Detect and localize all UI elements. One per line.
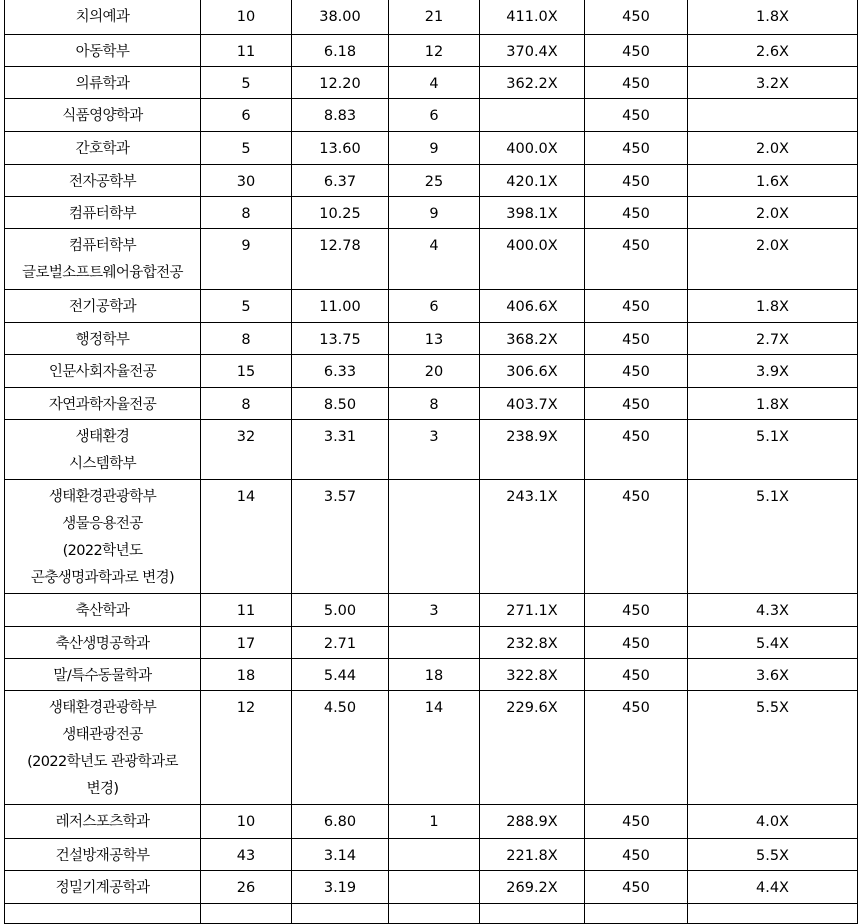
value-cell-c5: 450: [585, 197, 688, 229]
department-cell: [5, 839, 201, 871]
department-cell: [5, 388, 201, 420]
value-cell-c1: 5: [201, 132, 292, 165]
department-name-line: 치의예과: [75, 9, 130, 25]
value-cell-c5: 450: [585, 355, 688, 388]
department-cell: [5, 904, 201, 924]
value-cell-c2: 5.44: [292, 659, 389, 691]
department-cell: [5, 659, 201, 691]
value-cell-c2: 8.50: [292, 388, 389, 420]
value-cell-c4: 288.9X: [480, 805, 585, 839]
value-cell-c5: 450: [585, 290, 688, 323]
value-cell-c1: 10: [201, 805, 292, 839]
value-cell-c1: 8: [201, 323, 292, 355]
table-row: [5, 420, 858, 480]
department-name-line: 생태관광전공: [62, 727, 143, 743]
value-cell-c6: [688, 904, 858, 924]
department-name-line: 행정학부: [75, 332, 130, 348]
department-cell: [5, 0, 201, 35]
value-cell-c5: 450: [585, 839, 688, 871]
value-cell-c2: 6.18: [292, 35, 389, 67]
value-cell-c1: 12: [201, 691, 292, 805]
value-cell-c2: 3.31: [292, 420, 389, 480]
table-row: [5, 323, 858, 355]
value-cell-c6: 4.4X: [688, 871, 858, 904]
value-cell-c5: 450: [585, 420, 688, 480]
value-cell-c4: 420.1X: [480, 165, 585, 197]
value-cell-c3: 3: [389, 594, 480, 627]
value-cell-c5: 450: [585, 99, 688, 132]
value-cell-c6: 3.9X: [688, 355, 858, 388]
value-cell-c4: 238.9X: [480, 420, 585, 480]
table-row: [5, 480, 858, 594]
department-name-line: 생태환경관광학부: [48, 700, 157, 716]
table-row: [5, 388, 858, 420]
department-cell: [5, 67, 201, 99]
value-cell-c1: [201, 904, 292, 924]
value-cell-c5: 450: [585, 480, 688, 594]
value-cell-c2: 10.25: [292, 197, 389, 229]
value-cell-c3: 6: [389, 99, 480, 132]
value-cell-c5: [585, 904, 688, 924]
value-cell-c2: 3.57: [292, 480, 389, 594]
table-row: [5, 839, 858, 871]
department-name-line: 레저스포츠학과: [55, 814, 150, 830]
department-cell: [5, 420, 201, 480]
department-name-line: 컴퓨터학부: [68, 206, 137, 222]
value-cell-c6: 4.0X: [688, 805, 858, 839]
value-cell-c1: 5: [201, 290, 292, 323]
department-name-line: 인문사회자율전공: [48, 364, 157, 380]
department-cell: [5, 627, 201, 659]
table-row: [5, 0, 858, 35]
value-cell-c5: 450: [585, 805, 688, 839]
value-cell-c6: 1.6X: [688, 165, 858, 197]
department-cell: [5, 132, 201, 165]
value-cell-c3: 4: [389, 67, 480, 99]
department-name-line: 컴퓨터학부: [68, 238, 137, 254]
value-cell-c5: 450: [585, 388, 688, 420]
table-row: [5, 290, 858, 323]
value-cell-c5: 450: [585, 229, 688, 290]
value-cell-c1: 11: [201, 594, 292, 627]
value-cell-c3: [389, 904, 480, 924]
value-cell-c5: 450: [585, 659, 688, 691]
department-name-line: 자연과학자율전공: [48, 397, 157, 413]
department-cell: [5, 871, 201, 904]
value-cell-c1: 18: [201, 659, 292, 691]
value-cell-c5: 450: [585, 871, 688, 904]
value-cell-c4: 221.8X: [480, 839, 585, 871]
table-row: [5, 165, 858, 197]
department-cell: [5, 290, 201, 323]
value-cell-c1: 15: [201, 355, 292, 388]
department-name-line: (2022학년도: [62, 543, 143, 559]
department-name-line: 간호학과: [75, 141, 130, 157]
table-row: [5, 99, 858, 132]
value-cell-c2: 11.00: [292, 290, 389, 323]
department-cell: [5, 35, 201, 67]
value-cell-c6: 3.2X: [688, 67, 858, 99]
department-cell: [5, 323, 201, 355]
value-cell-c1: 30: [201, 165, 292, 197]
value-cell-c1: 5: [201, 67, 292, 99]
department-name-line: 전자공학부: [68, 174, 137, 190]
table-row: [5, 35, 858, 67]
value-cell-c1: 6: [201, 99, 292, 132]
value-cell-c4: [480, 904, 585, 924]
department-name-line: 축산학과: [75, 603, 130, 619]
value-cell-c5: 450: [585, 323, 688, 355]
value-cell-c4: [480, 99, 585, 132]
value-cell-c5: 450: [585, 132, 688, 165]
value-cell-c3: 6: [389, 290, 480, 323]
value-cell-c4: 400.0X: [480, 229, 585, 290]
value-cell-c6: 2.6X: [688, 35, 858, 67]
value-cell-c3: 1: [389, 805, 480, 839]
value-cell-c4: 411.0X: [480, 0, 585, 35]
department-name-line: 전기공학과: [68, 299, 137, 315]
department-cell: [5, 229, 201, 290]
value-cell-c4: 271.1X: [480, 594, 585, 627]
value-cell-c1: 26: [201, 871, 292, 904]
department-name-line: 의류학과: [75, 76, 130, 92]
value-cell-c1: 8: [201, 197, 292, 229]
value-cell-c6: 3.6X: [688, 659, 858, 691]
value-cell-c6: 1.8X: [688, 290, 858, 323]
value-cell-c1: 10: [201, 0, 292, 35]
value-cell-c3: 18: [389, 659, 480, 691]
value-cell-c6: 5.5X: [688, 839, 858, 871]
value-cell-c3: 9: [389, 132, 480, 165]
value-cell-c5: 450: [585, 35, 688, 67]
value-cell-c1: 11: [201, 35, 292, 67]
value-cell-c1: 32: [201, 420, 292, 480]
value-cell-c4: 306.6X: [480, 355, 585, 388]
department-name-line: 정밀기계공학과: [55, 880, 150, 896]
value-cell-c5: 450: [585, 165, 688, 197]
department-name-line: 글로벌소프트웨어융합전공: [22, 265, 183, 281]
table-row: [5, 871, 858, 904]
table-row: [5, 904, 858, 924]
value-cell-c6: 2.7X: [688, 323, 858, 355]
table-row: [5, 594, 858, 627]
value-cell-c3: [389, 839, 480, 871]
value-cell-c5: 450: [585, 627, 688, 659]
value-cell-c5: 450: [585, 594, 688, 627]
value-cell-c4: 400.0X: [480, 132, 585, 165]
value-cell-c5: 450: [585, 67, 688, 99]
table-row: [5, 67, 858, 99]
value-cell-c3: 21: [389, 0, 480, 35]
value-cell-c4: 362.2X: [480, 67, 585, 99]
value-cell-c6: 2.0X: [688, 197, 858, 229]
department-name-line: 말/특수동물학과: [53, 668, 152, 684]
value-cell-c4: 403.7X: [480, 388, 585, 420]
department-name-line: 생태환경관광학부: [48, 489, 157, 505]
value-cell-c2: 13.60: [292, 132, 389, 165]
department-name-line: 생태환경: [75, 429, 130, 445]
value-cell-c6: [688, 99, 858, 132]
value-cell-c2: 3.19: [292, 871, 389, 904]
value-cell-c6: 5.1X: [688, 480, 858, 594]
value-cell-c6: 1.8X: [688, 0, 858, 35]
value-cell-c4: 243.1X: [480, 480, 585, 594]
department-cell: [5, 594, 201, 627]
department-name-line: 곤충생명과학과로 변경): [30, 570, 175, 586]
value-cell-c3: 8: [389, 388, 480, 420]
value-cell-c3: 4: [389, 229, 480, 290]
value-cell-c3: [389, 627, 480, 659]
value-cell-c4: 229.6X: [480, 691, 585, 805]
value-cell-c4: 398.1X: [480, 197, 585, 229]
value-cell-c3: 9: [389, 197, 480, 229]
value-cell-c4: 232.8X: [480, 627, 585, 659]
value-cell-c2: 6.33: [292, 355, 389, 388]
value-cell-c3: 14: [389, 691, 480, 805]
department-name-line: 아동학부: [75, 44, 130, 60]
department-name-line: 축산생명공학과: [55, 636, 150, 652]
value-cell-c1: 43: [201, 839, 292, 871]
department-cell: [5, 99, 201, 132]
value-cell-c4: 370.4X: [480, 35, 585, 67]
value-cell-c6: 2.0X: [688, 229, 858, 290]
department-name-line: 식품영양학과: [62, 108, 143, 124]
table-row: [5, 197, 858, 229]
value-cell-c2: 8.83: [292, 99, 389, 132]
value-cell-c2: [292, 904, 389, 924]
value-cell-c2: 12.78: [292, 229, 389, 290]
value-cell-c4: 406.6X: [480, 290, 585, 323]
value-cell-c3: 12: [389, 35, 480, 67]
table-row: [5, 355, 858, 388]
department-cell: [5, 480, 201, 594]
value-cell-c4: 368.2X: [480, 323, 585, 355]
value-cell-c6: 2.0X: [688, 132, 858, 165]
value-cell-c2: 3.14: [292, 839, 389, 871]
value-cell-c4: 322.8X: [480, 659, 585, 691]
value-cell-c2: 4.50: [292, 691, 389, 805]
table-row: [5, 132, 858, 165]
value-cell-c3: [389, 871, 480, 904]
table-row: [5, 659, 858, 691]
value-cell-c2: 2.71: [292, 627, 389, 659]
table-row: [5, 691, 858, 805]
table-row: [5, 229, 858, 290]
value-cell-c3: 25: [389, 165, 480, 197]
value-cell-c2: 6.80: [292, 805, 389, 839]
value-cell-c6: 5.1X: [688, 420, 858, 480]
value-cell-c6: 5.5X: [688, 691, 858, 805]
department-name-line: 건설방재공학부: [55, 848, 150, 864]
value-cell-c2: 6.37: [292, 165, 389, 197]
department-cell: [5, 355, 201, 388]
value-cell-c6: 4.3X: [688, 594, 858, 627]
value-cell-c1: 14: [201, 480, 292, 594]
value-cell-c5: 450: [585, 691, 688, 805]
value-cell-c4: 269.2X: [480, 871, 585, 904]
department-name-line: 변경): [86, 781, 119, 797]
admissions-table: [4, 0, 858, 924]
value-cell-c3: 3: [389, 420, 480, 480]
value-cell-c6: 1.8X: [688, 388, 858, 420]
value-cell-c1: 8: [201, 388, 292, 420]
value-cell-c3: 20: [389, 355, 480, 388]
value-cell-c1: 9: [201, 229, 292, 290]
table-row: [5, 627, 858, 659]
value-cell-c2: 12.20: [292, 67, 389, 99]
value-cell-c2: 13.75: [292, 323, 389, 355]
department-cell: [5, 691, 201, 805]
department-name-line: (2022학년도 관광학과로: [27, 754, 178, 770]
value-cell-c2: 38.00: [292, 0, 389, 35]
value-cell-c3: 13: [389, 323, 480, 355]
department-name-line: 생물응용전공: [62, 516, 143, 532]
value-cell-c1: 17: [201, 627, 292, 659]
value-cell-c2: 5.00: [292, 594, 389, 627]
value-cell-c5: 450: [585, 0, 688, 35]
table-row: [5, 805, 858, 839]
value-cell-c6: 5.4X: [688, 627, 858, 659]
department-cell: [5, 805, 201, 839]
department-cell: [5, 197, 201, 229]
department-name-line: 시스템학부: [68, 456, 137, 472]
value-cell-c3: [389, 480, 480, 594]
department-cell: [5, 165, 201, 197]
table-body: [5, 0, 858, 924]
